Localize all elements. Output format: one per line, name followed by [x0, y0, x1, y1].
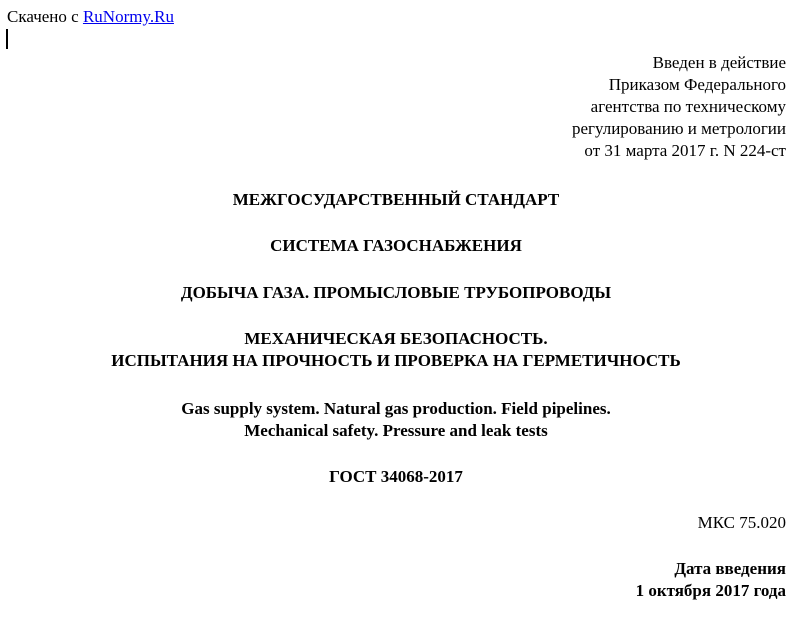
- system-title: СИСТЕМА ГАЗОСНАБЖЕНИЯ: [270, 236, 522, 255]
- text-cursor: [6, 29, 8, 49]
- system-heading: [0, 235, 792, 257]
- gost-designation: ГОСТ 34068-2017: [329, 467, 463, 486]
- download-source-line: [7, 6, 174, 28]
- runormy-link[interactable]: RuNormy.Ru: [82, 7, 174, 26]
- enactment-line: агентства по техническому: [590, 97, 786, 116]
- designation-heading: [0, 466, 792, 488]
- download-prefix: Скачено с: [7, 7, 83, 26]
- standard-type: МЕЖГОСУДАРСТВЕННЫЙ СТАНДАРТ: [232, 190, 560, 209]
- mks-code: МКС 75.020: [697, 513, 786, 532]
- standard-type-heading: [0, 189, 792, 211]
- subject-title: ДОБЫЧА ГАЗА. ПРОМЫСЛОВЫЕ ТРУБОПРОВОДЫ: [180, 283, 612, 302]
- enactment-line: Введен в действие: [652, 53, 786, 72]
- subject-heading: [0, 282, 792, 304]
- topic-heading: [0, 328, 792, 372]
- english-title: [0, 398, 792, 442]
- enactment-block: [572, 52, 786, 162]
- topic-line-2: ИСПЫТАНИЯ НА ПРОЧНОСТЬ И ПРОВЕРКА НА ГЕРМЕТИЧНОСТЬ: [111, 351, 681, 370]
- english-line-2: Mechanical safety. Pressure and leak tests: [244, 421, 548, 440]
- english-line-1: Gas supply system. Natural gas production. Field pipelines.: [181, 399, 611, 418]
- enactment-line: от 31 марта 2017 г. N 224-ст: [584, 141, 786, 160]
- enactment-line: регулированию и метрологии: [571, 119, 786, 138]
- topic-line-1: МЕХАНИЧЕСКАЯ БЕЗОПАСНОСТЬ.: [244, 329, 548, 348]
- enactment-line: Приказом Федерального: [608, 75, 786, 94]
- intro-date-label: Дата введения: [674, 559, 786, 578]
- intro-date-value: 1 октября 2017 года: [635, 581, 786, 600]
